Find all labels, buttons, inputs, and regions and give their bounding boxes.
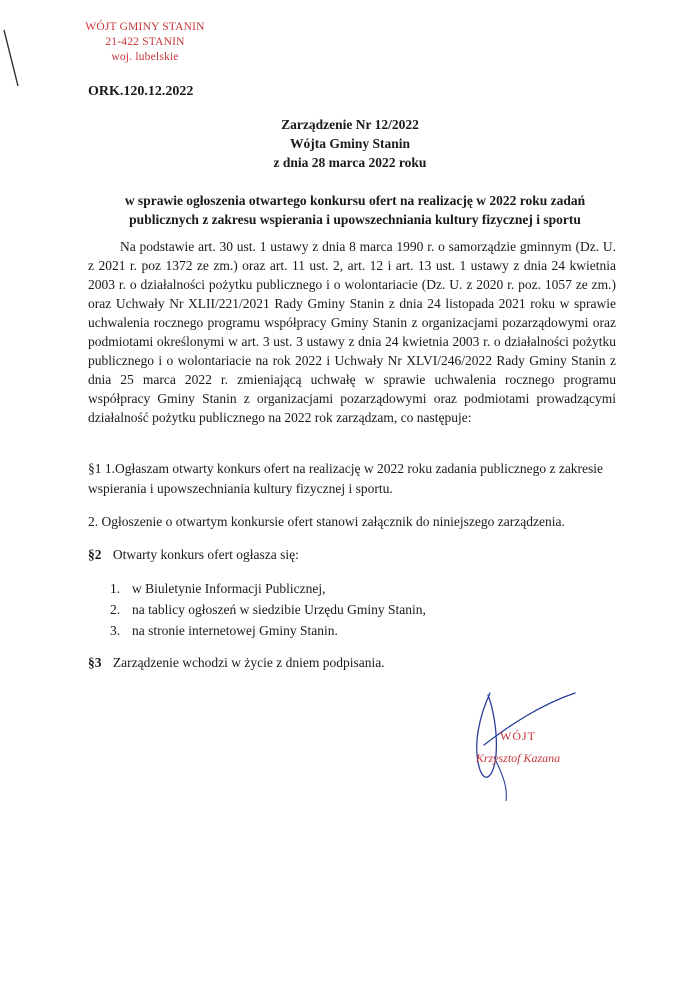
stamp-line-3: woj. lubelskie	[111, 51, 179, 63]
section-1	[88, 459, 618, 499]
document-subject: w sprawie ogłoszenia otwartego konkursu ofert na realizację w 2022 roku zadań publicznych z zakresu wspierania i upowszechniania kultury fizycznej i sportu	[124, 193, 586, 227]
stamp-line-2: 21-422 STANIN	[105, 36, 185, 48]
list-item-text: na tablicy ogłoszeń w siedzibie Urzędu Gminy Stanin,	[132, 602, 426, 617]
list-item-text: w Biuletynie Informacji Publicznej,	[132, 581, 326, 596]
list-item	[110, 599, 426, 620]
list-item-number: 3.	[110, 623, 121, 638]
section-2-number: §2	[88, 547, 102, 562]
list-item	[110, 578, 426, 599]
signature-role: WÓJT	[500, 729, 536, 743]
section-3-number: §3	[88, 655, 102, 670]
section-2	[88, 545, 618, 565]
section-1-number: §1	[88, 461, 102, 476]
office-stamp	[70, 20, 220, 65]
section-2-text: Otwarty konkurs ofert ogłasza się:	[112, 547, 299, 562]
scan-edge-mark	[0, 28, 30, 88]
publication-list	[110, 578, 426, 641]
list-item-number: 1.	[110, 581, 121, 596]
section-1-text: 1.Ogłaszam otwarty konkurs ofert na realizację w 2022 roku zadania publicznego z zakresie wspierania i upowszechniania kultury fizycznej i sportu.	[88, 461, 604, 496]
signature-stamp	[453, 725, 583, 769]
list-item-text: na stronie internetowej Gminy Stanin.	[132, 623, 338, 638]
document-title	[0, 115, 700, 172]
title-line-3: z dnia 28 marca 2022 roku	[273, 155, 427, 170]
reference-number: ORK.120.12.2022	[88, 84, 194, 99]
list-item-number: 2.	[110, 602, 121, 617]
section-3	[88, 653, 618, 673]
stamp-line-1: WÓJT GMINY STANIN	[85, 21, 205, 33]
signature-name: Krzysztof Kazana	[475, 751, 561, 765]
title-line-1: Zarządzenie Nr 12/2022	[281, 117, 419, 132]
section-1-point-2: 2. Ogłoszenie o otwartym konkursie ofert stanowi załącznik do niniejszego zarządzenia.	[88, 514, 565, 529]
list-item	[110, 620, 426, 641]
section-3-text: Zarządzenie wchodzi w życie z dniem podpisania.	[112, 655, 385, 670]
preamble-paragraph: Na podstawie art. 30 ust. 1 ustawy z dnia 8 marca 1990 r. o samorządzie gminnym (Dz. U. z 2021 r. poz 1372 ze zm.) oraz art. 11 ust. 2, art. 12 i art. 13 ust. 1 ustawy z dnia 24 kwietnia 2003 r. o działalności pożytku publicznego i o wolontariacie (Dz. U. z 2020 r. poz. 1057 ze zm.) oraz Uchwały Nr XLII/221/2021 Rady Gminy Stanin z dnia 24 listopada 2021 roku w sprawie uchwalenia rocznego programu współpracy Gminy Stanin z organizacjami pozarządowymi oraz podmiotami określonymi w art. 3 ust. 3 ustawy z dnia 24 kwietnia 2003 r. o działalności pożytku publicznego i o wolontariacie na rok 2022 i Uchwały Nr XLVI/246/2022 Rady Gminy Stanin z dnia 25 marca 2022 r. zmieniającą uchwałę w sprawie uchwalenia rocznego programu współpracy Gminy Stanin z organizacjami pozarządowymi oraz podmiotami prowadzącymi działalność pożytku publicznego na 2022 rok zarządzam, co następuje:	[88, 239, 616, 425]
title-line-2: Wójta Gminy Stanin	[289, 136, 411, 151]
